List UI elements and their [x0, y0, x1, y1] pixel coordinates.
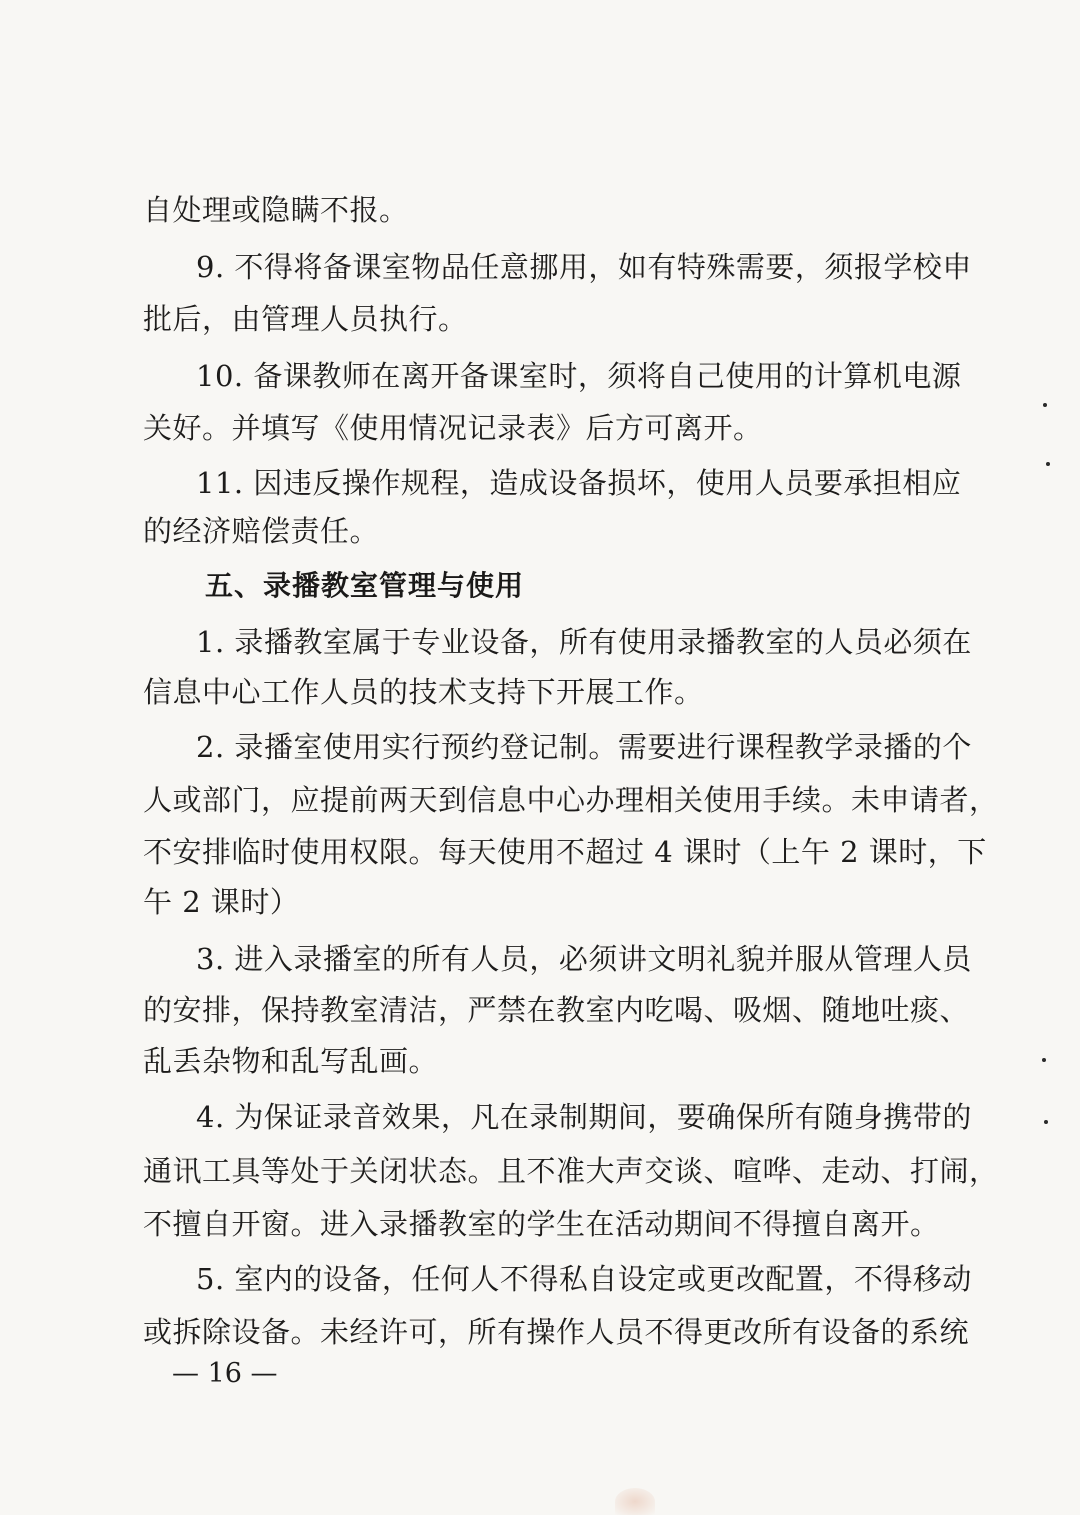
- scan-speck: [1042, 1058, 1046, 1062]
- section-heading: 五、录播教室管理与使用: [205, 569, 525, 602]
- list-item-4-line-2: 通讯工具等处于关闭状态。且不准大声交谈、喧哗、走动、打闹，: [143, 1154, 999, 1188]
- list-item-10-line-2: 关好。并填写《使用情况记录表》后方可离开。: [143, 411, 763, 445]
- list-item-9-line-2: 批后，由管理人员执行。: [143, 302, 468, 336]
- list-item-3-line-2: 的安排，保持教室清洁，严禁在教室内吃喝、吸烟、随地吐痰、: [143, 993, 970, 1027]
- list-item-1-line-1: 1. 录播教室属于专业设备，所有使用录播教室的人员必须在: [196, 625, 972, 659]
- list-item-3-line-3: 乱丢杂物和乱写乱画。: [143, 1044, 439, 1078]
- list-item-2-line-2: 人或部门，应提前两天到信息中心办理相关使用手续。未申请者，: [143, 783, 999, 817]
- scan-speck: [1046, 462, 1050, 466]
- list-item-2-line-4: 午 2 课时）: [143, 885, 300, 919]
- list-item-11-line-2: 的经济赔偿责任。: [143, 514, 380, 548]
- scan-smudge: [615, 1488, 655, 1515]
- list-item-4-line-3: 不擅自开窗。进入录播教室的学生在活动期间不得擅自离开。: [143, 1207, 940, 1241]
- list-item-1-line-2: 信息中心工作人员的技术支持下开展工作。: [143, 675, 704, 709]
- list-item-11-line-1: 11. 因违反操作规程，造成设备损坏，使用人员要承担相应: [196, 466, 962, 500]
- list-item-10-line-1: 10. 备课教师在离开备课室时，须将自己使用的计算机电源: [196, 359, 962, 393]
- list-item-2-line-1: 2. 录播室使用实行预约登记制。需要进行课程教学录播的个: [196, 730, 972, 764]
- scan-speck: [1044, 1120, 1048, 1124]
- list-item-3-line-1: 3. 进入录播室的所有人员，必须讲文明礼貌并服从管理人员: [196, 942, 972, 976]
- list-item-5-line-2: 或拆除设备。未经许可，所有操作人员不得更改所有设备的系统: [143, 1315, 970, 1349]
- scan-speck: [1043, 403, 1047, 407]
- list-item-4-line-1: 4. 为保证录音效果，凡在录制期间，要确保所有随身携带的: [196, 1100, 972, 1134]
- page-number: — 16 —: [172, 1358, 278, 1389]
- text-line: 自处理或隐瞒不报。: [143, 193, 409, 227]
- list-item-5-line-1: 5. 室内的设备，任何人不得私自设定或更改配置，不得移动: [196, 1262, 972, 1296]
- list-item-9-line-1: 9. 不得将备课室物品任意挪用，如有特殊需要，须报学校申: [196, 250, 972, 284]
- list-item-2-line-3: 不安排临时使用权限。每天使用不超过 4 课时（上午 2 课时，下: [143, 835, 987, 869]
